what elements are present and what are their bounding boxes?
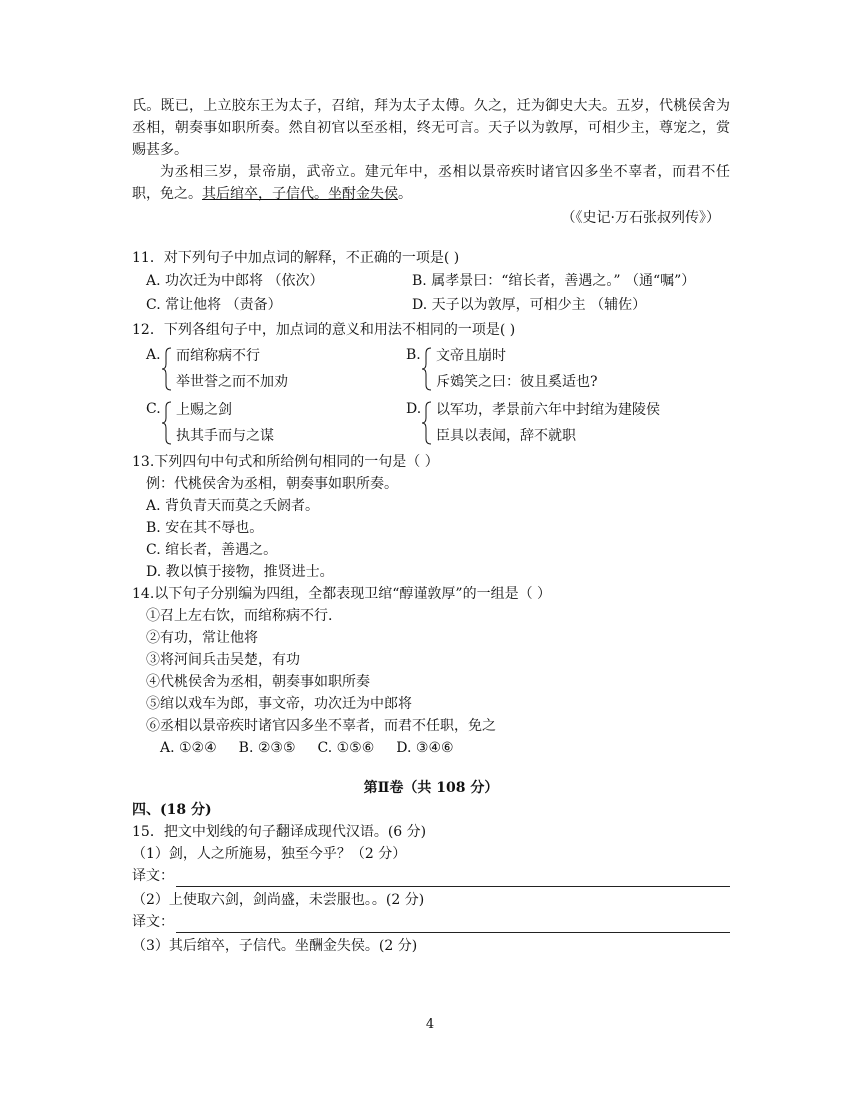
section-4-heading: 四、(18 分) (132, 802, 212, 818)
passage-paragraph-2-start: 为丞相三岁，景帝崩，武帝立。建元年中，丞相以景帝疾时诸官囚多坐不辜者，而君不任职，免之。 (132, 164, 730, 202)
question-14-title: 14.以下句子分别编为四组，全都表现卫绾“醇谨敦厚”的一组是（ ） (132, 586, 552, 602)
underlined-sentence: 其后绾卒，子信代。坐酎金失侯 (202, 186, 398, 202)
question-11-option-a: A. 功次迁为中郎将 （依次） (146, 273, 324, 289)
brace-icon (422, 397, 432, 449)
question-12-c-sentence-1: 上赐之剑 (176, 402, 232, 418)
passage-paragraph-2 (132, 161, 730, 205)
question-12-a-sentence-2: 举世誉之而不加劝 (176, 374, 288, 390)
question-14-item: ④代桃侯舍为丞相，朝奏事如职所奏 (146, 674, 370, 690)
question-13-option-c: C. 绾长者，善遇之。 (146, 542, 278, 558)
question-14-choices (132, 737, 730, 759)
question-14-choice-b: B. ②③⑤ (238, 740, 296, 756)
question-11-row-1 (132, 269, 730, 293)
question-12-option-c (146, 397, 406, 449)
passage-paragraph-1: 氏。既已，上立胶东王为太子，召绾，拜为太子太傅。久之，迁为御史大夫。五岁，代桃侯舍为丞相，朝奏事如职所奏。然自初官以至丞相，终无可言。天子以为敦厚，可相少主，尊宠之，赏赐甚多。 (132, 98, 730, 158)
question-12-option-b-label: B. (406, 347, 421, 363)
question-14 (132, 583, 730, 759)
question-12-a-sentence-1: 而绾称病不行 (176, 348, 260, 364)
question-12-title: 12．下列各组句子中，加点词的意义和用法不相同的一项是( ) (132, 322, 516, 338)
question-13-option-b: B. 安在其不辱也。 (146, 520, 264, 536)
answer-label: 译文： (132, 914, 174, 930)
exam-page (132, 95, 730, 957)
question-13-example: 例：代桃侯舍为丞相，朝奏事如职所奏。 (146, 476, 398, 492)
question-14-item: ⑥丞相以景帝疾时诸官囚多坐不辜者，而君不任职，免之 (146, 718, 496, 734)
question-12-c-sentence-2: 执其手而与之谋 (176, 428, 274, 444)
question-11-row-2 (132, 293, 730, 317)
question-12-option-b (406, 343, 598, 395)
question-12-option-a (146, 343, 406, 395)
passage-source: （《史记·万石张叔列传》） (561, 210, 720, 226)
question-14-item: ②有功，常让他将 (146, 630, 258, 646)
question-12-b-sentence-1: 文帝且崩时 (436, 348, 506, 364)
passage-paragraph-2-end: 。 (398, 186, 412, 202)
page-number: 4 (425, 1017, 435, 1032)
question-14-item: ①召上左右饮，而绾称病不行. (146, 608, 333, 624)
question-12-option-d-label: D. (406, 401, 422, 417)
answer-label: 译文： (132, 868, 174, 884)
part-2-title: 第Ⅱ卷（共 108 分） (363, 780, 499, 796)
answer-line-1[interactable] (176, 870, 730, 887)
question-11-option-d: D. 天子以为敦厚，可相少主 （辅佐） (412, 297, 647, 313)
question-12-option-d (406, 397, 660, 449)
question-15-sentence-2: （2）上使取六剑，剑尚盛，未尝服也。。(2 分) (132, 892, 425, 908)
question-15-title: 15．把文中划线的句子翻译成现代汉语。(6 分) (132, 824, 427, 840)
question-15-sentence-3: （3）其后绾卒，子信代。坐酬金失侯。(2 分) (132, 938, 418, 954)
brace-icon (162, 397, 172, 449)
question-12 (132, 319, 730, 449)
question-13-option-a: A. 背负青天而莫之夭阏者。 (146, 498, 320, 514)
answer-row-1 (132, 865, 730, 887)
brace-icon (162, 343, 172, 395)
question-14-item: ⑤绾以戏车为郎，事文帝，功次迁为中郎将 (146, 696, 412, 712)
question-12-option-c-label: C. (146, 401, 161, 417)
question-11-option-b: B. 属孝景曰：“绾长者，善遇之。” （通“嘱”） (412, 273, 696, 289)
question-12-b-sentence-2: 斥鴳笑之曰：彼且奚适也? (436, 374, 598, 390)
question-13-title: 13.下列四句中句式和所给例句相同的一句是（ ） (132, 454, 439, 470)
question-12-d-sentence-1: 以军功，孝景前六年中封绾为建陵侯 (436, 402, 660, 418)
brace-icon (422, 343, 432, 395)
question-11 (132, 247, 730, 317)
question-14-choice-a: A. ①②④ (160, 740, 217, 756)
answer-row-2 (132, 911, 730, 933)
question-11-option-c: C. 常让他将 （责备） (146, 297, 282, 313)
question-14-item: ③将河间兵击吴楚，有功 (146, 652, 300, 668)
question-12-row-cd (132, 397, 730, 449)
question-15-sentence-1: （1）剑，人之所施易，独至今乎？（2 分） (132, 846, 407, 862)
question-14-choice-d: D. ③④⑥ (396, 740, 454, 756)
question-13 (132, 451, 730, 583)
question-12-option-a-label: A. (146, 347, 161, 363)
question-13-option-d: D. 教以慎于接物，推贤进士。 (146, 564, 334, 580)
question-12-d-sentence-2: 臣具以表闻，辞不就职 (436, 428, 576, 444)
question-11-title: 11．对下列句子中加点词的解释，不正确的一项是( ) (132, 250, 460, 266)
question-14-choice-c: C. ①⑤⑥ (317, 740, 375, 756)
answer-line-2[interactable] (176, 916, 730, 933)
question-12-row-ab (132, 343, 730, 395)
